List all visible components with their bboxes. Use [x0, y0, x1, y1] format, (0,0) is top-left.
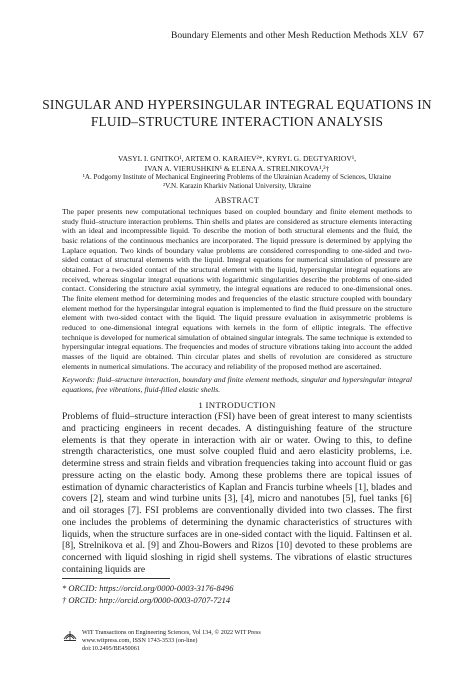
publisher-line-2[interactable]: www.witpress.com, ISSN 1743-3533 (on-line)	[82, 637, 198, 645]
footnote-orcid-1[interactable]: * ORCID: https://orcid.org/0000-0003-3176-8496	[62, 583, 234, 593]
abstract-body: The paper presents new computational techniques based on coupled boundary and finite element methods to study fluid–structure interaction problems. Thin shells and plates are considered as structure elements interacting with an ideal and incompressible liquid. To describe the motion of both structural elements and the fluid, the basic relations of the continuous mechanics are incorporated. The liquid pressure is determined by applying the Laplace equation. Two kinds of boundary value problems are considered corresponding to one-sided and two-sided contact of structural elements with the liquid. Integral equations for numerical simulation of pressure are obtained. For a two-sided contact of the structural element with the liquid, hypersingular integral equations are received, whereas singular integral equations with logarithmic singularities describe the problems of one-sided contact. Considering the structure axial symmetry, the integral equations are reduced to one-dimensional ones. The finite element method for determining modes and frequencies of the elastic structure coupled with boundary element method for the hypersingular integral equation is implemented to find the fluid pressure on the structure element with two-sided contact with the liquid. The liquid pressure evaluation in axisymmetric problems is reduced to one-dimensional integral equations with kernels in the form of elliptic integrals. The effective technique is developed for numerical simulation of obtained singular integrals. The same technique is extended to hypersingular integral equations. The frequencies and modes of structure vibrations taking into account the added masses of the liquid are obtained. Thin circular plates and shells of revolution are considered as structure elements in numerical simulations. The accuracy and reliability of the proposed method are ascertained.	[62, 207, 412, 371]
running-header	[171, 29, 424, 41]
wit-press-logo-icon	[62, 627, 78, 643]
abstract-heading: ABSTRACT	[214, 196, 260, 205]
journal-name: Boundary Elements and other Mesh Reduction Methods XLV	[170, 30, 408, 41]
footnotes	[62, 582, 412, 606]
publisher-doi[interactable]: doi:10.2495/BE450061	[82, 645, 140, 653]
introduction-body: Problems of fluid–structure interaction (FSI) have been of great interest to many scientists and practicing engineers in recent decades. A distinguishing feature of the structure elements is that they operate in interaction with air or water. Owing to this, to define strength characteristics, one must solve coupled fluid and aero elasticity problems, i.e. determine stress and strain fields and vibration frequencies taking into account fluid or gas pressure acting on the elastic body. Among these problems there are topical issues of estimation of dynamic characteristics of Kaplan and Francis turbine wheels [1], blades and covers [2], steam and wind turbine units [3], [4], micro and nanotubes [5], fuel tanks [6] and oil storages [7]. FSI problems are conventionally divided into two classes. The first one includes the problems of determining the dynamic characteristics of structures with liquids, when the structure surfaces are in one-sided contact with the liquid. Faltinsen et al. [8], Strelnikova et al. [9] and Zhou-Bowers and Rizos [10] devoted to these problems are concerned with liquid sloshing in rigid shell systems. The vibrations of elastic structures containing liquids are	[62, 411, 412, 575]
author-list	[30, 154, 444, 174]
affiliation-1: ¹A. Podgorny Institute of Mechanical Engineering Problems of the Ukrainian Academy of Sciences, Ukraine	[82, 173, 392, 181]
page-number: 67	[413, 29, 424, 41]
affiliation-2: ²V.N. Karazin Kharkiv National University, Ukraine	[162, 182, 312, 191]
author-line-1: VASYL I. GNITKO¹, ARTEM O. KARAIEV²*, KYRYL G. DEGTYARIOV¹,	[117, 154, 357, 163]
publisher-info	[82, 629, 422, 654]
keywords: Keywords: fluid–structure interaction, boundary and finite element methods, singular and hypersingular integral equations, free vibrations, fluid-filled elastic shells.	[62, 375, 412, 394]
paper-title: SINGULAR AND HYPERSINGULAR INTEGRAL EQUATIONS IN FLUID–STRUCTURE INTERACTION ANALYSIS	[42, 97, 432, 129]
publisher-line-1: WIT Transactions on Engineering Sciences, Vol 134, © 2022 WIT Press	[82, 629, 261, 636]
author-line-2: IVAN A. VIERUSHKIN¹ & ELENA A. STRELNIKOVA¹,²†	[144, 164, 330, 173]
footnote-divider	[62, 578, 170, 579]
section-heading-introduction: 1 INTRODUCTION	[198, 400, 276, 410]
affiliation-list	[20, 173, 454, 191]
footnote-orcid-2[interactable]: † ORCID: http://orcid.org/0000-0003-0707-7214	[62, 595, 231, 605]
